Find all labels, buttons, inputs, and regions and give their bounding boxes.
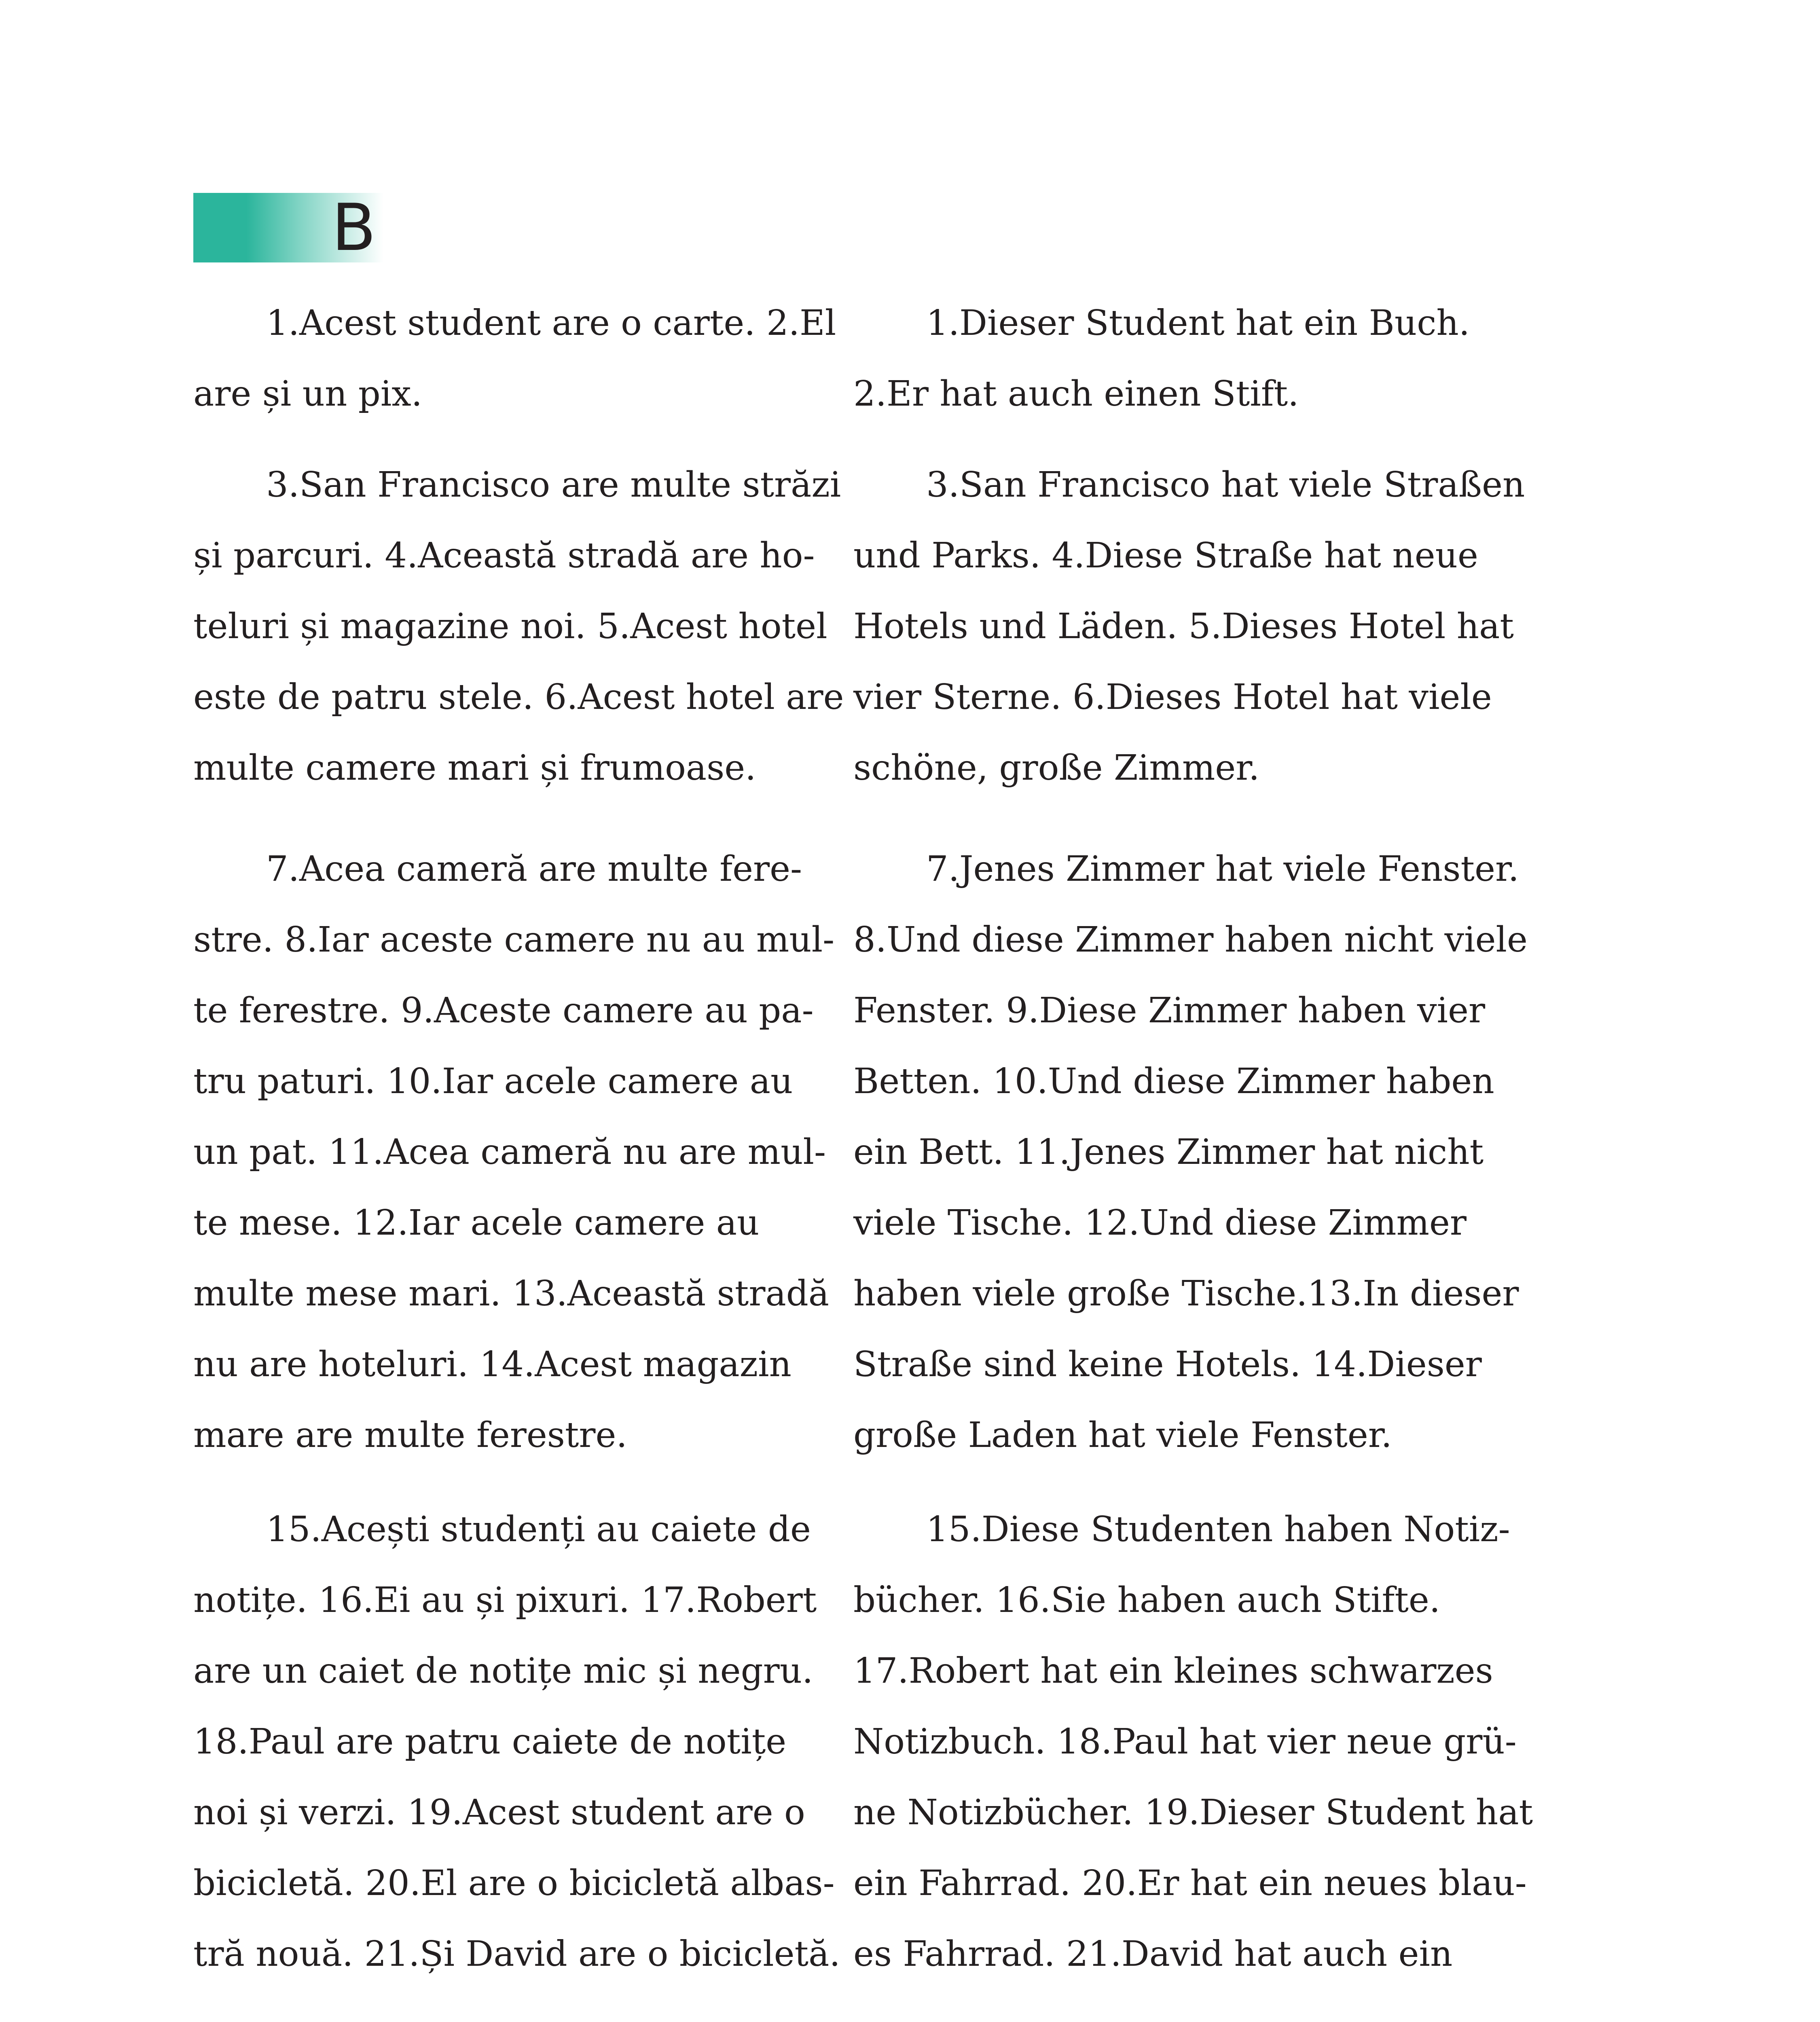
text-line: Straße sind keine Hotels. 14.Dieser bbox=[853, 1344, 1482, 1385]
text-line: große Laden hat viele Fenster. bbox=[853, 1415, 1392, 1455]
text-line: te mese. 12.Iar acele camere au bbox=[193, 1203, 760, 1243]
text-line: 18.Paul are patru caiete de notițe bbox=[193, 1722, 787, 1762]
text-line: nu are hoteluri. 14.Acest magazin bbox=[193, 1344, 791, 1385]
left-paragraph-1 bbox=[193, 288, 836, 429]
text-line: und Parks. 4.Diese Straße hat neue bbox=[853, 535, 1478, 576]
text-line: Hotels und Läden. 5.Dieses Hotel hat bbox=[853, 606, 1514, 647]
section-letter: B bbox=[332, 190, 376, 265]
text-line: și parcuri. 4.Această stradă are ho- bbox=[193, 535, 815, 576]
text-line: es Fahrrad. 21.David hat auch ein bbox=[853, 1934, 1453, 1974]
text-line: teluri și magazine noi. 5.Acest hotel bbox=[193, 606, 827, 647]
text-line: haben viele große Tische.13.In dieser bbox=[853, 1273, 1519, 1314]
text-line: Fenster. 9.Diese Zimmer haben vier bbox=[853, 990, 1486, 1031]
right-paragraph-2 bbox=[853, 450, 1525, 804]
text-line: tră nouă. 21.Și David are o bicicletă. bbox=[193, 1934, 840, 1974]
text-line: 17.Robert hat ein kleines schwarzes bbox=[853, 1651, 1493, 1691]
right-paragraph-3 bbox=[853, 834, 1528, 1471]
text-line: multe mese mari. 13.Această stradă bbox=[193, 1273, 830, 1314]
text-line: are un caiet de notițe mic și negru. bbox=[193, 1651, 813, 1691]
text-line: viele Tische. 12.Und diese Zimmer bbox=[853, 1203, 1467, 1243]
text-line: vier Sterne. 6.Dieses Hotel hat viele bbox=[853, 677, 1492, 717]
right-paragraph-1 bbox=[853, 288, 1470, 429]
text-line: 1.Dieser Student hat ein Buch. bbox=[926, 303, 1470, 343]
text-line: un pat. 11.Acea cameră nu are mul- bbox=[193, 1132, 826, 1172]
text-line: te ferestre. 9.Aceste camere au pa- bbox=[193, 990, 814, 1031]
text-line: 8.Und diese Zimmer haben nicht viele bbox=[853, 920, 1528, 960]
text-line: Notizbuch. 18.Paul hat vier neue grü- bbox=[853, 1722, 1517, 1762]
left-paragraph-2 bbox=[193, 450, 844, 804]
text-line: bicicletă. 20.El are o bicicletă albas- bbox=[193, 1863, 835, 1904]
text-line: notițe. 16.Ei au și pixuri. 17.Robert bbox=[193, 1580, 817, 1620]
text-line: ein Fahrrad. 20.Er hat ein neues blau- bbox=[853, 1863, 1527, 1904]
text-line: noi și verzi. 19.Acest student are o bbox=[193, 1792, 805, 1833]
text-line: mare are multe ferestre. bbox=[193, 1415, 627, 1455]
text-line: 2.Er hat auch einen Stift. bbox=[853, 374, 1299, 414]
text-line: 7.Jenes Zimmer hat viele Fenster. bbox=[926, 849, 1519, 889]
text-line: bücher. 16.Sie haben auch Stifte. bbox=[853, 1580, 1441, 1620]
text-line: ne Notizbücher. 19.Dieser Student hat bbox=[853, 1792, 1533, 1833]
text-line: tru paturi. 10.Iar acele camere au bbox=[193, 1061, 793, 1102]
text-line: 7.Acea cameră are multe fere- bbox=[266, 849, 802, 889]
text-line: are și un pix. bbox=[193, 374, 423, 414]
text-line: este de patru stele. 6.Acest hotel are bbox=[193, 677, 844, 717]
text-line: Betten. 10.Und diese Zimmer haben bbox=[853, 1061, 1494, 1102]
text-line: 1.Acest student are o carte. 2.El bbox=[266, 303, 836, 343]
text-line: 15.Acești studenți au caiete de bbox=[266, 1509, 811, 1550]
left-paragraph-3 bbox=[193, 834, 834, 1471]
text-line: 3.San Francisco hat viele Straßen bbox=[926, 465, 1525, 505]
right-paragraph-4 bbox=[853, 1494, 1533, 1990]
text-line: stre. 8.Iar aceste camere nu au mul- bbox=[193, 920, 835, 960]
text-line: 3.San Francisco are multe străzi bbox=[266, 465, 841, 505]
text-line: ein Bett. 11.Jenes Zimmer hat nicht bbox=[853, 1132, 1484, 1172]
left-paragraph-4 bbox=[193, 1494, 840, 1990]
text-line: multe camere mari și frumoase. bbox=[193, 748, 756, 788]
text-line: schöne, große Zimmer. bbox=[853, 748, 1260, 788]
text-line: 15.Diese Studenten haben Notiz- bbox=[926, 1509, 1510, 1550]
